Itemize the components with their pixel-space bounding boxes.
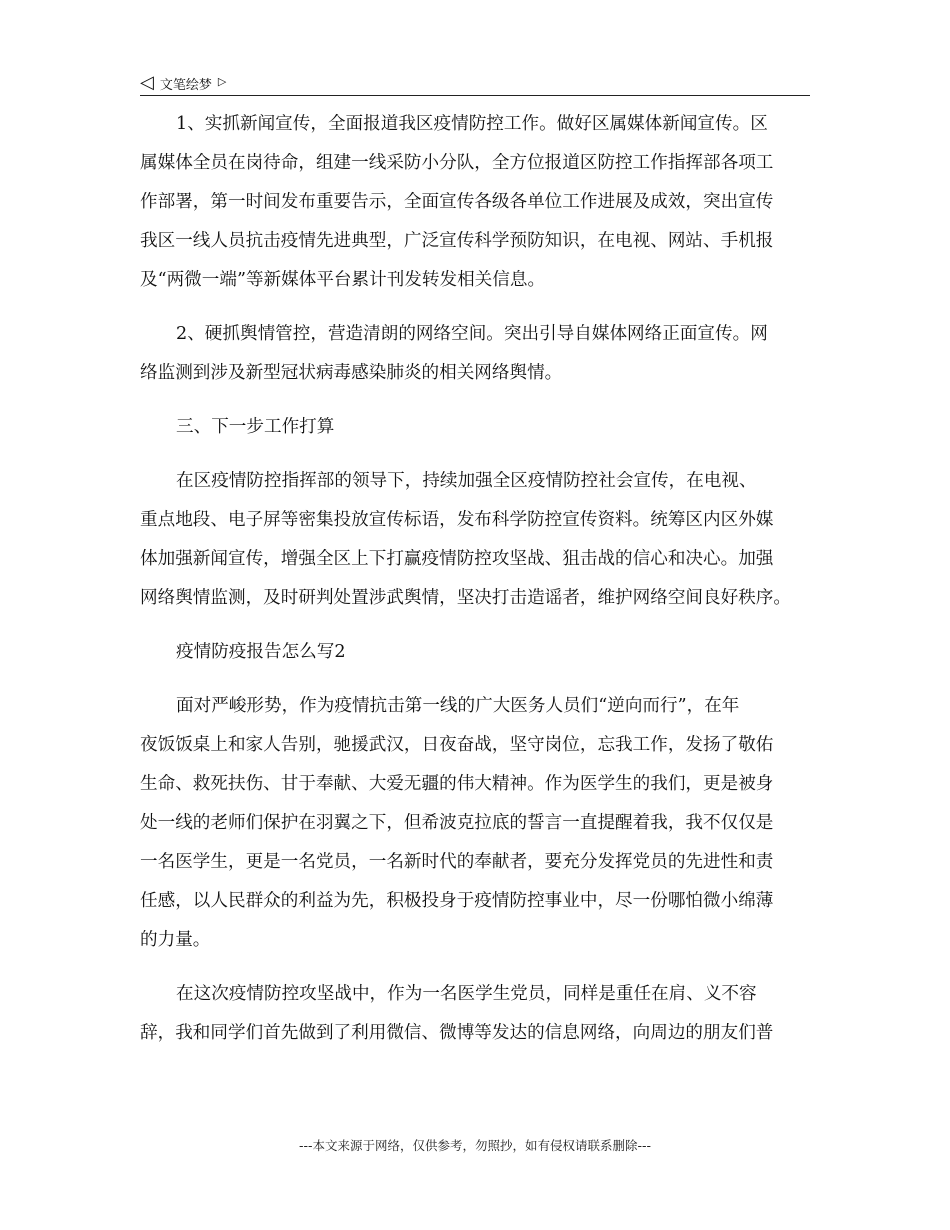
footer-disclaimer: ---本文来源于网络，仅供参考，勿照抄，如有侵权请联系删除--- <box>298 1138 652 1153</box>
paragraph-line: 生命、救死扶伤、甘于奉献、大爱无疆的伟大精神。作为医学生的我们，更是被身 <box>140 774 774 794</box>
paragraph-gap <box>140 452 830 467</box>
paragraph <box>140 980 830 1047</box>
paragraph-line: 在这次疫情防控攻坚战中，作为一名医学生党员，同样是重任在肩、义不容 <box>176 984 757 1004</box>
triangle-left-icon: ◁ <box>140 72 154 93</box>
paragraph-line: 一名医学生，更是一名党员，一名新时代的奉献者，要充分发挥党员的先进性和责 <box>140 852 774 872</box>
paragraph <box>140 467 830 612</box>
paragraph-line: 2、硬抓舆情管控，营造清朗的网络空间。突出引导自媒体网络正面宣传。网 <box>176 324 768 344</box>
paragraph-line: 属媒体全员在岗待命，组建一线采防小分队，全方位报道区防控工作指挥部各项工 <box>140 153 774 173</box>
paragraph-line: 及“两微一端”等新媒体平台累计刊发转发相关信息。 <box>140 270 546 290</box>
paragraph <box>140 638 830 666</box>
paragraph-line: 重点地段、电子屏等密集投放宣传标语，发布科学防控宣传资料。统筹区内区外媒 <box>140 510 774 530</box>
header-divider <box>140 95 810 96</box>
document-header <box>140 72 810 94</box>
paragraph-line: 疫情防疫报告怎么写2 <box>176 642 346 662</box>
paragraph-line: 作部署，第一时间发布重要告示，全面宣传各级各单位工作进展及成效，突出宣传 <box>140 192 774 212</box>
paragraph-line: 任感，以人民群众的利益为先，积极投身于疫情防控事业中，尽一份哪怕微小绵薄 <box>140 891 774 911</box>
paragraph <box>140 320 830 387</box>
paragraph-gap <box>140 677 830 692</box>
paragraph-line: 处一线的老师们保护在羽翼之下，但希波克拉底的誓言一直提醒着我，我不仅仅是 <box>140 813 774 833</box>
header-title: 文笔绘梦 <box>159 77 212 93</box>
paragraph-gap <box>140 398 830 413</box>
paragraph-gap <box>140 623 830 638</box>
paragraph-gap <box>140 965 830 980</box>
paragraph-line: 网络舆情监测，及时研判处置涉武舆情，坚决打击造谣者，维护网络空间良好秩序。 <box>140 588 791 608</box>
paragraph-line: 三、下一步工作打算 <box>176 417 335 437</box>
triangle-right-icon: ▷ <box>217 74 227 88</box>
paragraph-gap <box>140 305 830 320</box>
paragraph-line: 络监测到涉及新型冠状病毒感染肺炎的相关网络舆情。 <box>140 363 563 383</box>
paragraph-line: 面对严峻形势，作为疫情抗击第一线的广大医务人员们“逆向而行”，在年 <box>176 696 740 716</box>
paragraph-line: 我区一线人员抗击疫情先进典型，广泛宣传科学预防知识，在电视、网站、手机报 <box>140 231 774 251</box>
paragraph-line: 辞，我和同学们首先做到了利用微信、微博等发达的信息网络，向周边的朋友们普 <box>140 1023 774 1043</box>
paragraph <box>140 413 830 441</box>
paragraph-line: 1、实抓新闻宣传，全面报道我区疫情防控工作。做好区属媒体新闻宣传。区 <box>176 114 768 134</box>
paragraph-line: 在区疫情防控指挥部的领导下，持续加强全区疫情防控社会宣传，在电视、 <box>176 471 757 491</box>
document-body <box>140 110 830 1058</box>
paragraph-line: 体加强新闻宣传，增强全区上下打赢疫情防控攻坚战、狙击战的信心和决心。加强 <box>140 549 774 569</box>
paragraph <box>140 110 830 294</box>
paragraph <box>140 692 830 954</box>
paragraph-line: 夜饭饭桌上和家人告别，驰援武汉，日夜奋战，坚守岗位，忘我工作，发扬了敬佑 <box>140 735 774 755</box>
paragraph-line: 的力量。 <box>140 930 211 950</box>
